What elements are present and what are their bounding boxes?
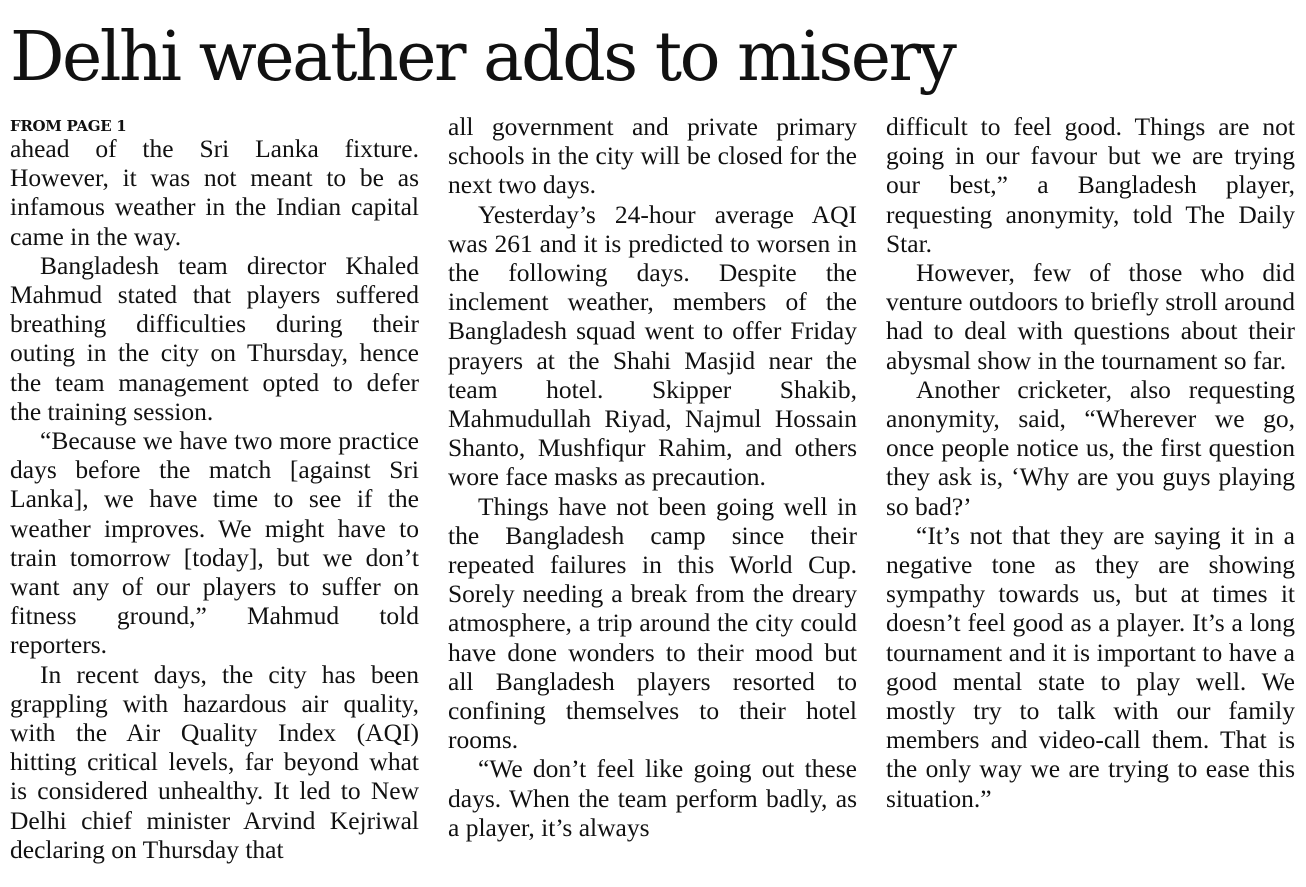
article-column-2 — [448, 112, 857, 877]
paragraph: “Because we have two more practice days before the match [against Sri Lanka], we have time to see if the weather improves. We might have to train tomorrow [today], but we don’t want any of our players to suffer on fitness ground,” Mahmud told reporters. — [10, 426, 419, 660]
paragraph: Another cricketer, also requesting anonymity, said, “Wherever we go, once people notice us, the first question they ask is, ‘Why are you guys playing so bad?’ — [886, 374, 1295, 521]
paragraph: “It’s not that they are saying it in a negative tone as they are showing sympathy towards us, but at times it doesn’t feel good as a player. It’s a long tournament and it is important to have a good mental state to play well. We mostly try to talk with our family members and video-call them. That is the only way we are trying to ease this situation.” — [886, 520, 1295, 813]
paragraph: Things have not been going well in the Bangladesh camp since their repeated failures in this World Cup. Sorely needing a break from the dreary atmosphere, a trip around the city could have done wonders to their mood but all Bangladesh players resorted to confining themselves to their hotel rooms. — [448, 491, 857, 755]
paragraph: In recent days, the city has been grappling with hazardous air quality, with the Air Quality Index (AQI) hitting critical levels, far beyond what is considered unhealthy. It led to New Delhi chief minister Arvind Kejriwal declaring on Thursday that — [10, 659, 419, 864]
kicker-label: FROM PAGE 1 — [10, 117, 127, 135]
paragraph: Yesterday’s 24-hour average AQI was 261 and it is predicted to worsen in the following days. Despite the inclement weather, members of the Bangladesh squad went to offer Friday prayers at the Shahi Masjid near the team hotel. Skipper Shakib, Mahmudullah Riyad, Najmul Hossain Shanto, Mushfiqur Rahim, and others wore face masks as precaution. — [448, 199, 857, 492]
paragraph: Bangladesh team director Khaled Mahmud stated that players suffered breathing difficulties during their outing in the city on Thursday, hence the team management opted to defer the training session. — [10, 250, 419, 426]
paragraph: all government and private primary schools in the city will be closed for the next two days. — [448, 112, 857, 200]
paragraph: “We don’t feel like going out these days. When the team perform badly, as a player, it’s always — [448, 754, 857, 842]
headline: Delhi weather adds to misery — [10, 18, 955, 97]
paragraph: However, few of those who did venture outdoors to briefly stroll around had to deal with questions about their abysmal show in the tournament so far. — [886, 258, 1295, 375]
article-column-1 — [10, 112, 419, 877]
paragraph: ahead of the Sri Lanka fixture. However, it was not meant to be as infamous weather in the Indian capital came in the way. — [10, 134, 419, 251]
paragraph: difficult to feel good. Things are not going in our favour but we are trying our best,” a Bangladesh player, requesting anonymity, told The Daily Star. — [886, 112, 1295, 258]
article-column-3 — [886, 112, 1295, 877]
